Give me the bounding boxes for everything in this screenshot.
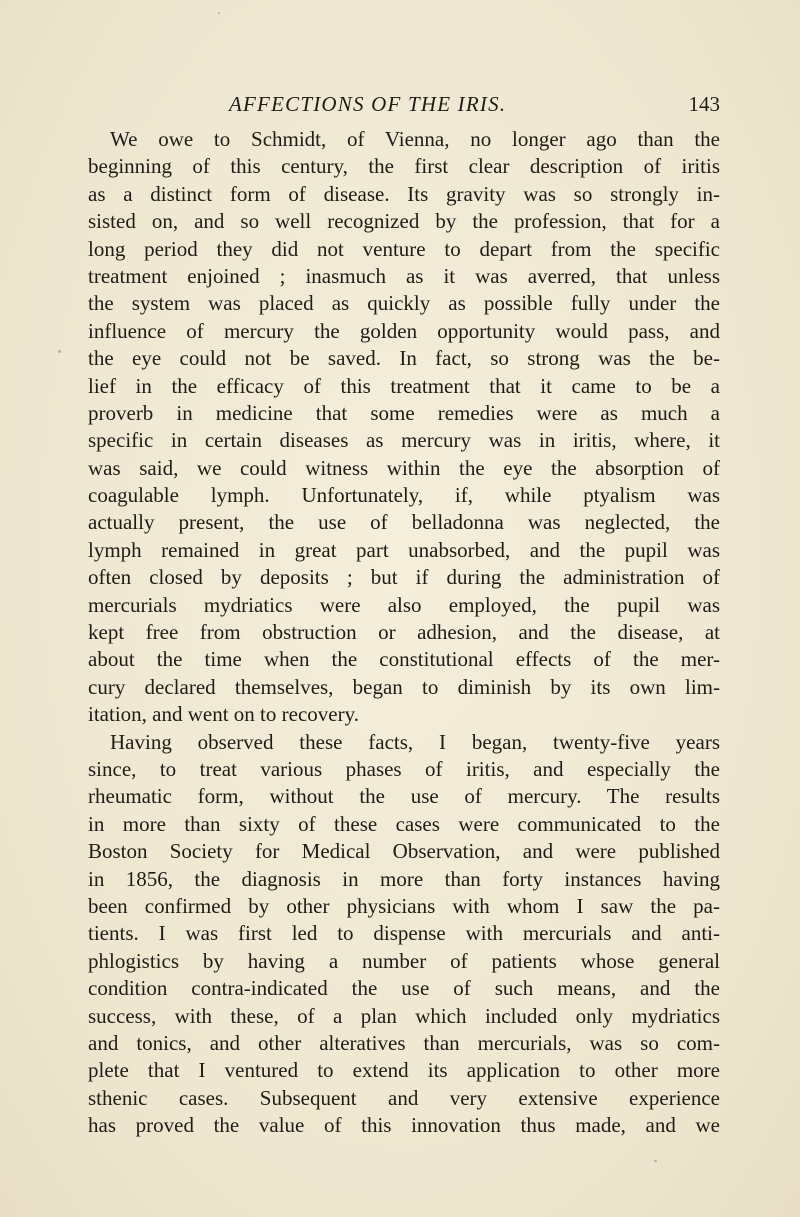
text-line: mercurials mydriatics were also employed, the pupil was (88, 592, 720, 617)
text-line: been confirmed by other physicians with whom I saw the pa- (88, 893, 720, 918)
text-line: proverb in medicine that some remedies were as much a (88, 400, 720, 425)
text-line: has proved the value of this innovation thus made, and we (88, 1113, 720, 1138)
text-line: Boston Society for Medical Observation, and were published (88, 839, 720, 864)
text-line: rheumatic form, without the use of mercury. The results (88, 784, 720, 809)
text-line: in more than sixty of these cases were communicated to the (88, 811, 720, 836)
text-line: plete that I ventured to extend its application to other more (88, 1058, 720, 1083)
text-line: lymph remained in great part unabsorbed, and the pupil was (88, 537, 720, 562)
text-line: tients. I was first led to dispense with mercurials and anti- (88, 921, 720, 946)
text-line: cury declared themselves, began to diminish by its own lim- (88, 674, 720, 699)
text-line: as a distinct form of disease. Its gravity was so strongly in- (88, 181, 720, 206)
text-line: beginning of this century, the first clear description of iritis (88, 154, 720, 179)
text-line: actually present, the use of belladonna was neglected, the (88, 510, 720, 535)
text-line: in 1856, the diagnosis in more than forty instances having (88, 866, 720, 891)
text-line: coagulable lymph. Unfortunately, if, while ptyalism was (88, 483, 720, 508)
running-head (90, 92, 720, 122)
paper-speck (654, 1160, 657, 1162)
text-line: sisted on, and so well recognized by the profession, that for a (88, 209, 720, 234)
text-line: often closed by deposits ; but if during the administration of (88, 565, 720, 590)
text-line: was said, we could witness within the eye the absorption of (88, 455, 720, 480)
text-line: and tonics, and other alteratives than mercurials, was so com- (88, 1030, 720, 1055)
text-line: the eye could not be saved. In fact, so strong was the be- (88, 346, 720, 371)
paper-speck (218, 12, 220, 14)
text-line: the system was placed as quickly as possible fully under the (88, 291, 720, 316)
text-line: success, with these, of a plan which included only mydriatics (88, 1003, 720, 1028)
body-text (88, 126, 720, 1139)
text-line: lief in the efficacy of this treatment that it came to be a (88, 373, 720, 398)
text-line: condition contra-indicated the use of such means, and the (88, 976, 720, 1001)
page-number: 143 (688, 92, 720, 116)
text-line: sthenic cases. Subsequent and very extensive experience (88, 1085, 720, 1110)
text-line: since, to treat various phases of iritis, and especially the (88, 756, 720, 781)
text-line: We owe to Schmidt, of Vienna, no longer ago than the (110, 127, 720, 151)
text-line: treatment enjoined ; inasmuch as it was averred, that unless (88, 263, 720, 288)
text-line: kept free from obstruction or adhesion, and the disease, at (88, 620, 720, 645)
text-line: Having observed these facts, I began, twenty-five years (110, 729, 720, 754)
paper-speck (58, 350, 61, 353)
chapter-title: AFFECTIONS OF THE IRIS. (229, 92, 507, 116)
text-line: influence of mercury the golden opportunity would pass, and (88, 318, 720, 343)
text-line: itation, and went on to recovery. (88, 702, 359, 727)
text-line: phlogistics by having a number of patients whose general (88, 948, 720, 973)
text-line: specific in certain diseases as mercury was in iritis, where, it (88, 428, 720, 453)
text-line: about the time when the constitutional effects of the mer- (88, 647, 720, 672)
text-line: long period they did not venture to depart from the specific (88, 236, 720, 261)
